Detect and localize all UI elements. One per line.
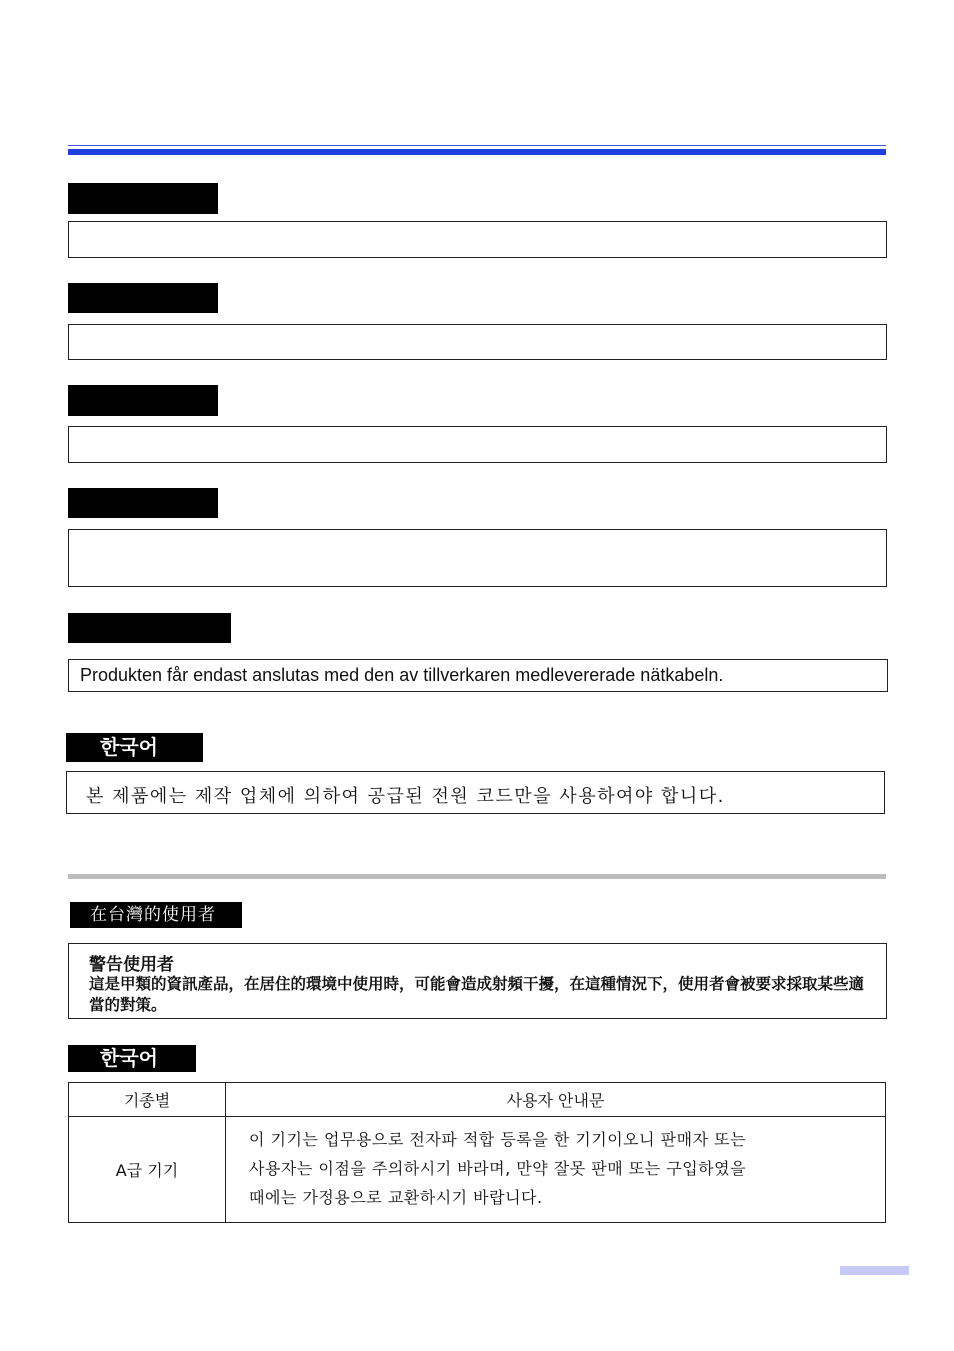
guide-line-1: 이 기기는 업무용으로 전자파 적합 등록을 한 기기이오니 판매자 또는 [249, 1130, 747, 1149]
table-cell-guide [226, 1117, 886, 1223]
section-box-1 [68, 221, 887, 258]
table-header-class: 기종별 [69, 1083, 226, 1117]
top-rule-blue [68, 149, 886, 155]
taiwan-notice-box [68, 943, 887, 1019]
table-cell-class: A급 기기 [69, 1117, 226, 1223]
section-label-4 [68, 488, 218, 518]
taiwan-notice-body: 這是甲類的資訊產品，在居住的環境中使用時，可能會造成射頻干擾，在這種情況下，使用者會被要求採取某些適當的對策。 [89, 975, 865, 1014]
swedish-notice-text: Produkten får endast anslutas med den av tillverkaren medlevererade nätkabeln. [80, 665, 724, 685]
table-header-row [69, 1083, 886, 1117]
guide-line-3: 때에는 가정용으로 교환하시기 바랍니다. [249, 1188, 543, 1207]
table-header-guide: 사용자 안내문 [226, 1083, 886, 1117]
top-rule-thin [68, 145, 886, 146]
section-label-taiwan: 在台灣的使用者 [70, 902, 242, 928]
section-label-3 [68, 385, 218, 416]
korean-emc-table [68, 1082, 886, 1223]
section-box-4 [68, 529, 887, 587]
section-label-2 [68, 283, 218, 313]
swedish-notice-box [68, 659, 888, 692]
section-divider [68, 874, 886, 879]
section-box-2 [68, 324, 887, 360]
section-label-korean-power: 한국어 [66, 733, 203, 762]
taiwan-notice-heading: 警告使用者 [89, 955, 174, 975]
page-tab-marker [840, 1266, 909, 1275]
guide-line-2: 사용자는 이점을 주의하시기 바라며, 만약 잘못 판매 또는 구입하였을 [249, 1159, 747, 1178]
section-label-korean-emc: 한국어 [68, 1045, 196, 1072]
section-label-swedish [68, 613, 231, 643]
section-label-1 [68, 183, 218, 214]
korean-power-notice-box [66, 771, 885, 814]
korean-power-notice-text: 본 제품에는 제작 업체에 의하여 공급된 전원 코드만을 사용하여야 합니다. [86, 786, 725, 807]
table-row [69, 1117, 886, 1223]
section-box-3 [68, 426, 887, 463]
